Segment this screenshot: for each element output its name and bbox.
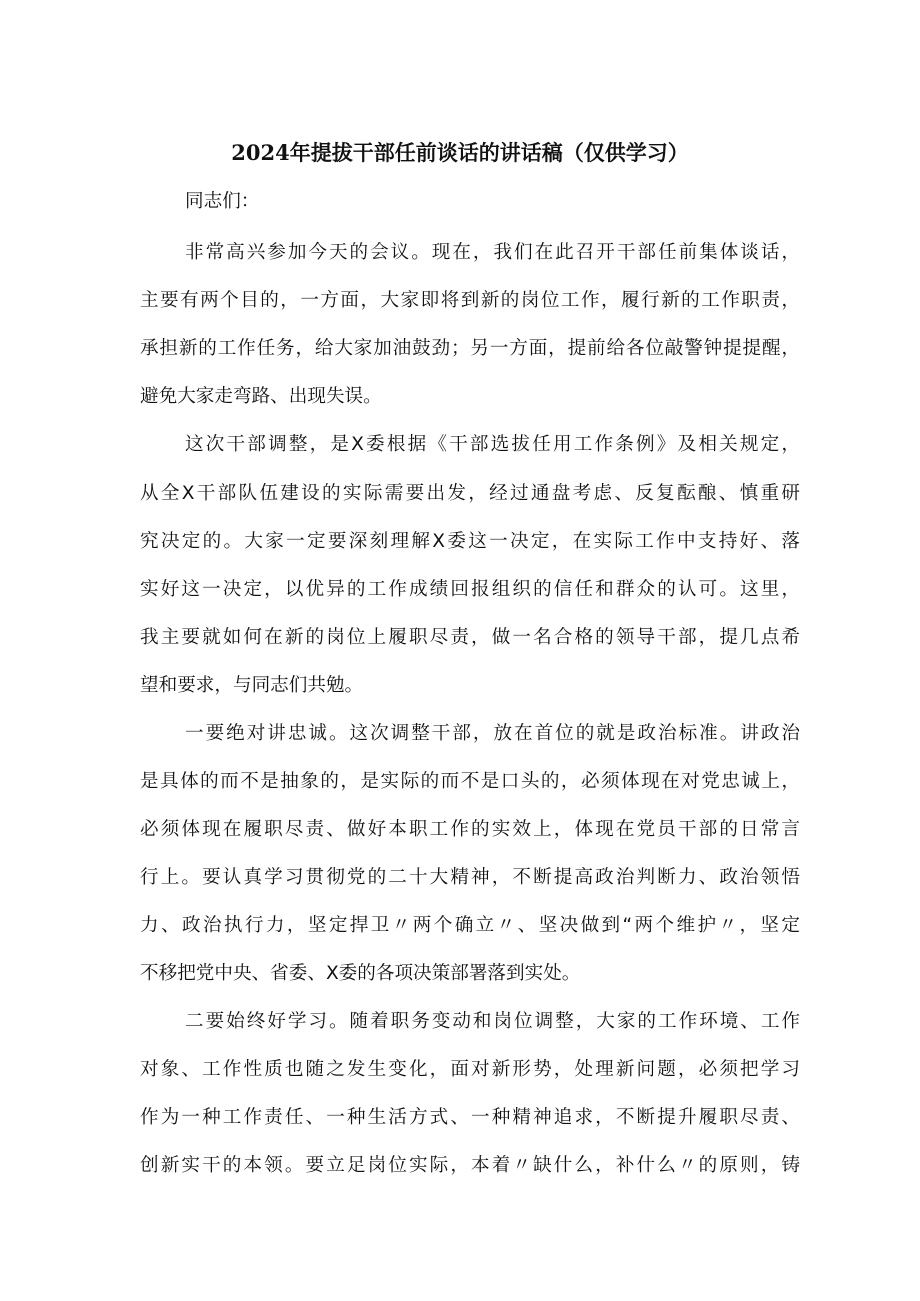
- paragraph-4-line-4: 创新实干的本领。要立足岗位实际，本着〃缺什么，补什么〃的原则，铸: [140, 1155, 800, 1176]
- paragraph-1-line-2: 主要有两个目的，一方面，大家即将到新的岗位工作，履行新的工作职责，: [140, 290, 800, 311]
- paragraph-1-line-1: 非常高兴参加今天的会议。现在，我们在此召开干部任前集体谈话，: [185, 242, 800, 263]
- paragraph-4-line-2: 对象、工作性质也随之发生变化，面对新形势，处理新问题，必须把学习: [140, 1059, 800, 1080]
- paragraph-3-line-2: 是具体的而不是抽象的，是实际的而不是口头的，必须体现在对党忠诚上，: [140, 771, 800, 792]
- paragraph-3-line-4: 行上。要认真学习贯彻党的二十大精神，不断提高政治判断力、政治领悟: [140, 867, 800, 888]
- paragraph-1-line-3: 承担新的工作任务，给大家加油鼓劲；另一方面，提前给各位敲警钟提提醒，: [140, 338, 800, 359]
- paragraph-2-line-6: 望和要求，与同志们共勉。: [140, 675, 364, 696]
- paragraph-2-line-1: 这次干部调整，是X委根据《干部选拔任用工作条例》及相关规定，: [185, 434, 800, 455]
- paragraph-4-line-1: 二要始终好学习。随着职务变动和岗位调整，大家的工作环境、工作: [185, 1011, 800, 1032]
- document-title: 2024年提拔干部任前谈话的讲话稿（仅供学习）: [231, 140, 689, 165]
- paragraph-3-line-1: 一要绝对讲忠诚。这次调整干部，放在首位的就是政治标准。讲政治: [185, 723, 800, 744]
- paragraph-1-line-4: 避免大家走弯路、出现失误。: [140, 386, 382, 407]
- salutation: 同志们：: [185, 191, 260, 212]
- paragraph-2-line-5: 我主要就如何在新的岗位上履职尽责，做一名合格的领导干部，提几点希: [140, 627, 800, 648]
- paragraph-3-line-5: 力、政治执行力，坚定捍卫〃两个确立〃、坚决做到“两个维护〃，坚定: [140, 915, 800, 936]
- paragraph-4-line-3: 作为一种工作责任、一种生活方式、一种精神追求，不断提升履职尽责、: [140, 1107, 800, 1128]
- paragraph-3-line-3: 必须体现在履职尽责、做好本职工作的实效上，体现在党员干部的日常言: [140, 819, 800, 840]
- paragraph-3-line-6: 不移把党中央、省委、X委的各项决策部署落到实处。: [140, 963, 581, 984]
- paragraph-2-line-4: 实好这一决定，以优异的工作成绩回报组织的信任和群众的认可。这里，: [140, 579, 800, 600]
- paragraph-2-line-2: 从全X干部队伍建设的实际需要出发，经过通盘考虑、反复酝酿、慎重研: [140, 483, 800, 504]
- paragraph-2-line-3: 究决定的。大家一定要深刻理解X委这一决定，在实际工作中支持好、落: [140, 531, 800, 552]
